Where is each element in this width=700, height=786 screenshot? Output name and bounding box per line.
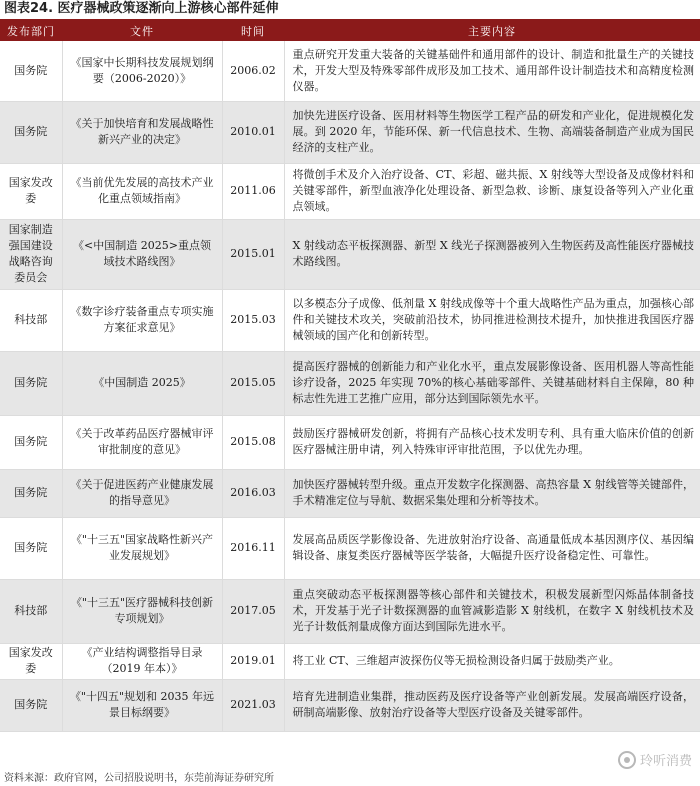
table-row <box>0 469 700 517</box>
table-row <box>0 163 700 219</box>
cell-time: 2016.11 <box>222 517 284 579</box>
header-time: 时间 <box>222 21 284 41</box>
cell-doc: 《中国制造 2025》 <box>62 351 222 415</box>
cell-content: 以多模态分子成像、低剂量 X 射线成像等十个重大战略性产品为重点，加强核心部件和关键技术攻关，突破前沿技术，协同推进检测技术提升，加快推进我国医疗器械领域的国产化和创新转型。 <box>284 289 700 351</box>
table-row <box>0 219 700 289</box>
policy-table <box>0 21 700 732</box>
wechat-logo-icon <box>618 751 636 769</box>
cell-content: 培育先进制造业集群，推动医药及医疗设备等产业创新发展。发展高端医疗设备，研制高端影像、放射治疗设备等大型医疗设备及关键零部件。 <box>284 679 700 731</box>
table-body <box>0 41 700 731</box>
cell-content: 加快医疗器械转型升级。重点开发数字化探测器、高热容量 X 射线管等关键部件，手术精准定位与导航、数据采集处理和分析等技术。 <box>284 469 700 517</box>
cell-content: 发展高品质医学影像设备、先进放射治疗设备、高通量低成本基因测序仪、基因编辑设备、康复类医疗器械等医学装备，大幅提升医疗设备稳定性、可靠性。 <box>284 517 700 579</box>
cell-time: 2015.05 <box>222 351 284 415</box>
cell-time: 2006.02 <box>222 41 284 101</box>
cell-doc: 《国家中长期科技发展规划纲要（2006-2020）》 <box>62 41 222 101</box>
table-row <box>0 579 700 643</box>
cell-dept: 国务院 <box>0 351 62 415</box>
cell-doc: 《关于改革药品医疗器械审评审批制度的意见》 <box>62 415 222 469</box>
table-row <box>0 351 700 415</box>
watermark-text: 玲听消费 <box>639 754 692 769</box>
cell-dept: 国务院 <box>0 679 62 731</box>
cell-dept: 国务院 <box>0 415 62 469</box>
source-note: 资料来源：政府官网，公司招股说明书，东莞前海证券研究所 <box>4 773 274 784</box>
cell-doc: 《数字诊疗装备重点专项实施方案征求意见》 <box>62 289 222 351</box>
cell-doc: 《关于促进医药产业健康发展的指导意见》 <box>62 469 222 517</box>
header-dept: 发布部门 <box>0 21 62 41</box>
cell-content: X 射线动态平板探测器、新型 X 线光子探测器被列入生物医药及高性能医疗器械技术路线图。 <box>284 219 700 289</box>
table-row <box>0 643 700 679</box>
cell-content: 将工业 CT、三维超声波探伤仪等无损检测设备归属于鼓励类产业。 <box>284 643 700 679</box>
cell-dept: 国家发改委 <box>0 643 62 679</box>
cell-doc: 《"十四五"规划和 2035 年远景目标纲要》 <box>62 679 222 731</box>
cell-content: 鼓励医疗器械研发创新，将拥有产品核心技术发明专利、具有重大临床价值的创新医疗器械注册申请，列入特殊审评审批范围，予以优先办理。 <box>284 415 700 469</box>
cell-dept: 科技部 <box>0 579 62 643</box>
table-header-row <box>0 21 700 41</box>
watermark <box>618 750 692 769</box>
table-row <box>0 517 700 579</box>
table-row <box>0 679 700 731</box>
cell-time: 2010.01 <box>222 101 284 163</box>
cell-time: 2016.03 <box>222 469 284 517</box>
cell-time: 2019.01 <box>222 643 284 679</box>
cell-dept: 国家制造强国建设战略咨询委员会 <box>0 219 62 289</box>
cell-time: 2011.06 <box>222 163 284 219</box>
cell-time: 2015.08 <box>222 415 284 469</box>
cell-dept: 国务院 <box>0 469 62 517</box>
cell-time: 2015.01 <box>222 219 284 289</box>
header-doc: 文件 <box>62 21 222 41</box>
header-content: 主要内容 <box>284 21 700 41</box>
cell-content: 加快先进医疗设备、医用材料等生物医学工程产品的研发和产业化，促进规模化发展。到 2020 年，节能环保、新一代信息技术、生物、高端装备制造产业成为国民经济的支柱产业。 <box>284 101 700 163</box>
cell-dept: 科技部 <box>0 289 62 351</box>
table-row <box>0 415 700 469</box>
cell-doc: 《"十三五"国家战略性新兴产业发展规划》 <box>62 517 222 579</box>
cell-content: 提高医疗器械的创新能力和产业化水平，重点发展影像设备、医用机器人等高性能诊疗设备，2025 年实现 70%的核心基础零部件、关键基础材料自主保障，80 种标志性先进工艺推广应用，部分达到国际领先水平。 <box>284 351 700 415</box>
cell-doc: 《产业结构调整指导目录（2019 年本）》 <box>62 643 222 679</box>
table-row <box>0 101 700 163</box>
figure-title: 图表24. 医疗器械政策逐渐向上游核心部件延伸 <box>4 1 279 16</box>
cell-dept: 国务院 <box>0 517 62 579</box>
cell-time: 2017.05 <box>222 579 284 643</box>
cell-doc: 《当前优先发展的高技术产业化重点领域指南》 <box>62 163 222 219</box>
cell-doc: 《<中国制造 2025>重点领域技术路线图》 <box>62 219 222 289</box>
table-row <box>0 289 700 351</box>
cell-content: 将微创手术及介入治疗设备、CT、彩超、磁共振、X 射线等大型设备及成像材料和关键零部件，新型血液净化处理设备、新型急救、诊断、康复设备等列入产业化重点领域。 <box>284 163 700 219</box>
table-row <box>0 41 700 101</box>
cell-time: 2021.03 <box>222 679 284 731</box>
cell-dept: 国务院 <box>0 41 62 101</box>
cell-doc: 《"十三五"医疗器械科技创新专项规划》 <box>62 579 222 643</box>
cell-doc: 《关于加快培育和发展战略性新兴产业的决定》 <box>62 101 222 163</box>
cell-dept: 国务院 <box>0 101 62 163</box>
cell-time: 2015.03 <box>222 289 284 351</box>
cell-dept: 国家发改委 <box>0 163 62 219</box>
cell-content: 重点研究开发重大装备的关键基础件和通用部件的设计、制造和批量生产的关键技术，开发大型及特殊零部件成形及加工技术、通用部件设计制造技术和高精度检测仪器。 <box>284 41 700 101</box>
cell-content: 重点突破动态平板探测器等核心部件和关键技术，积极发展新型闪烁晶体制备技术，开发基于光子计数探测器的血管减影造影 X 射线机，在数字 X 射线机技术及光子计数低剂量成像方面达到国际先进水平。 <box>284 579 700 643</box>
